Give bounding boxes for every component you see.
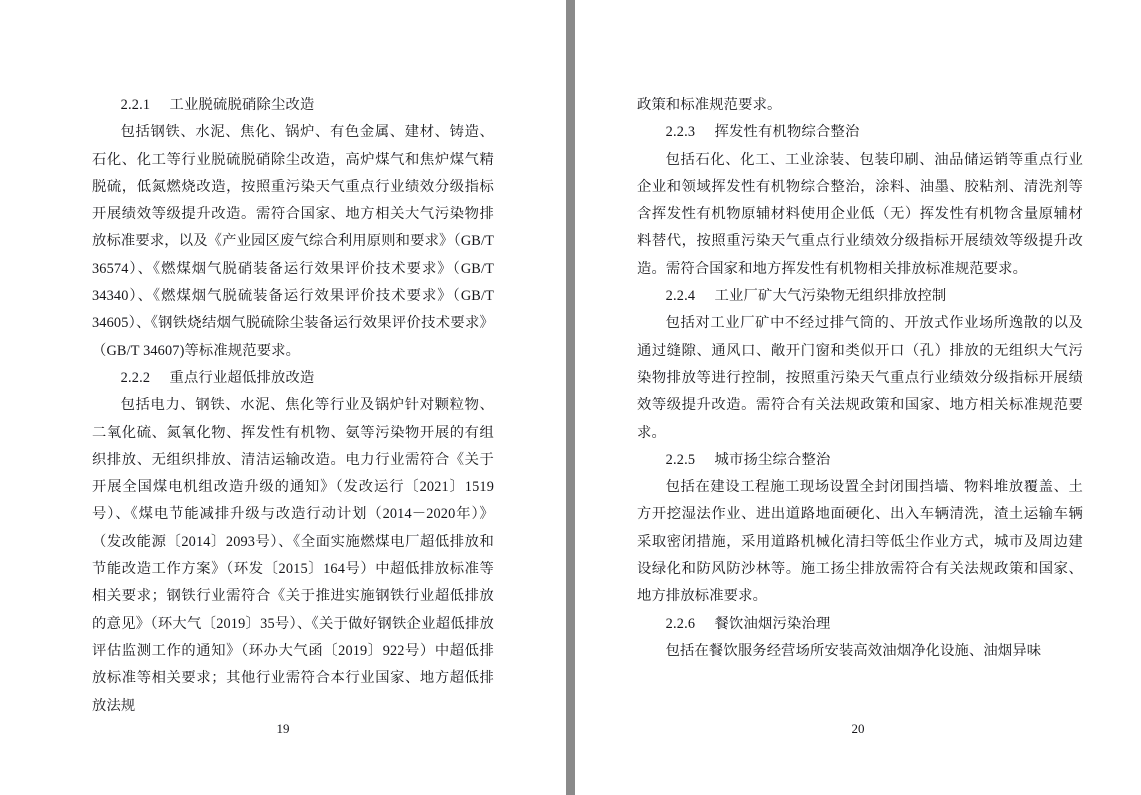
section-title: 工业脱硫脱硝除尘改造 — [169, 97, 315, 113]
section-heading-2-2-5 — [637, 447, 1083, 474]
section-number: 2.2.4 — [665, 288, 696, 305]
page-left — [0, 0, 566, 795]
section-number: 2.2.1 — [120, 97, 151, 113]
section-number: 2.2.6 — [665, 615, 696, 632]
section-title: 工业厂矿大气污染物无组织排放控制 — [714, 288, 947, 305]
paragraph: 包括电力、钢铁、水泥、焦化等行业及锅炉针对颗粒物、二氧化硫、氮氧化物、挥发性有机物、氨等污染物开展的有组织排放、无组织排放、清洁运输改造。电力行业需符合《关于开展全国煤电机组改造升级的通知》（发改运行〔2021〕1519号）、《煤电节能减排升级与改造行动计划（2014－2020年）》（发改能源〔2014〕2093号）、《全面实施燃煤电厂超低排放和节能改造工作方案》（环发〔2015〕164号）中超低排放标准等相关要求；钢铁行业需符合《关于推进实施钢铁行业超低排放的意见》（环大气〔2019〕35号）、《关于做好钢铁企业超低排放评估监测工作的通知》（环办大气函〔2019〕922号）中超低排放标准等相关要求；其他行业需符合本行业国家、地方超低排放法规 — [92, 397, 494, 714]
section-number: 2.2.3 — [665, 124, 696, 141]
section-title: 餐饮油烟污染治理 — [714, 615, 831, 632]
page-right — [575, 0, 1141, 795]
section-heading-2-2-2 — [92, 365, 494, 392]
section-heading-2-2-6 — [637, 611, 1083, 638]
section-title: 城市扬尘综合整治 — [714, 451, 831, 468]
paragraph: 包括石化、化工、工业涂装、包装印刷、油品储运销等重点行业企业和领域挥发性有机物综合整治，涂料、油墨、胶粘剂、清洗剂等含挥发性有机物原辅材料使用企业低（无）挥发性有机物含量原辅材料替代，按照重污染天气重点行业绩效分级指标开展绩效等级提升改造。需符合国家和地方挥发性有机物相关排放标准规范要求。 — [637, 151, 1083, 277]
section-title: 重点行业超低排放改造 — [169, 369, 315, 386]
section-heading-2-2-3 — [637, 119, 1083, 146]
paragraph: 包括对工业厂矿中不经过排气筒的、开放式作业场所逸散的以及通过缝隙、通风口、敞开门窗和类似开口（孔）排放的无组织大气污染物排放等进行控制，按照重污染天气重点行业绩效分级指标开展绩效等级提升改造。需符合有关法规政策和国家、地方相关标准规范要求。 — [637, 315, 1083, 441]
page-right-body — [637, 92, 1083, 715]
section-number: 2.2.5 — [665, 451, 696, 468]
paragraph-continuation: 政策和标准规范要求。 — [637, 97, 782, 113]
paragraph: 包括在建设工程施工现场设置全封闭围挡墙、物料堆放覆盖、土方开挖湿法作业、进出道路地面硬化、出入车辆清洗，渣土运输车辆采取密闭措施，采用道路机械化清扫等低尘作业方式，城市及周边建设绿化和防风防沙林等。施工扬尘排放需符合有关法规政策和国家、地方排放标准要求。 — [637, 479, 1083, 605]
paragraph: 包括钢铁、水泥、焦化、锅炉、有色金属、建材、铸造、石化、化工等行业脱硫脱硝除尘改造，高炉煤气和焦炉煤气精脱硫，低氮燃烧改造，按照重污染天气重点行业绩效分级指标开展绩效等级提升改造。需符合国家、地方相关大气污染物排放标准要求，以及《产业园区废气综合利用原则和要求》（GB/T 36574）、《燃煤烟气脱硝装备运行效果评价技术要求》（GB/T 34340）、《燃煤烟气脱硫装备运行效果评价技术要求》（GB/T 34605）、《钢铁烧结烟气脱硫除尘装备运行效果评价技术要求》（GB/T 34607)等标准规范要求。 — [92, 124, 494, 359]
section-heading-2-2-4 — [637, 283, 1083, 310]
page-number-right: 20 — [851, 721, 865, 736]
section-heading-2-2-1 — [92, 92, 494, 119]
page-number-left: 19 — [276, 721, 290, 736]
page-left-body — [92, 92, 494, 715]
section-title: 挥发性有机物综合整治 — [714, 124, 860, 141]
paragraph: 包括在餐饮服务经营场所安装高效油烟净化设施、油烟异味 — [665, 642, 1042, 659]
section-number: 2.2.2 — [120, 369, 151, 386]
